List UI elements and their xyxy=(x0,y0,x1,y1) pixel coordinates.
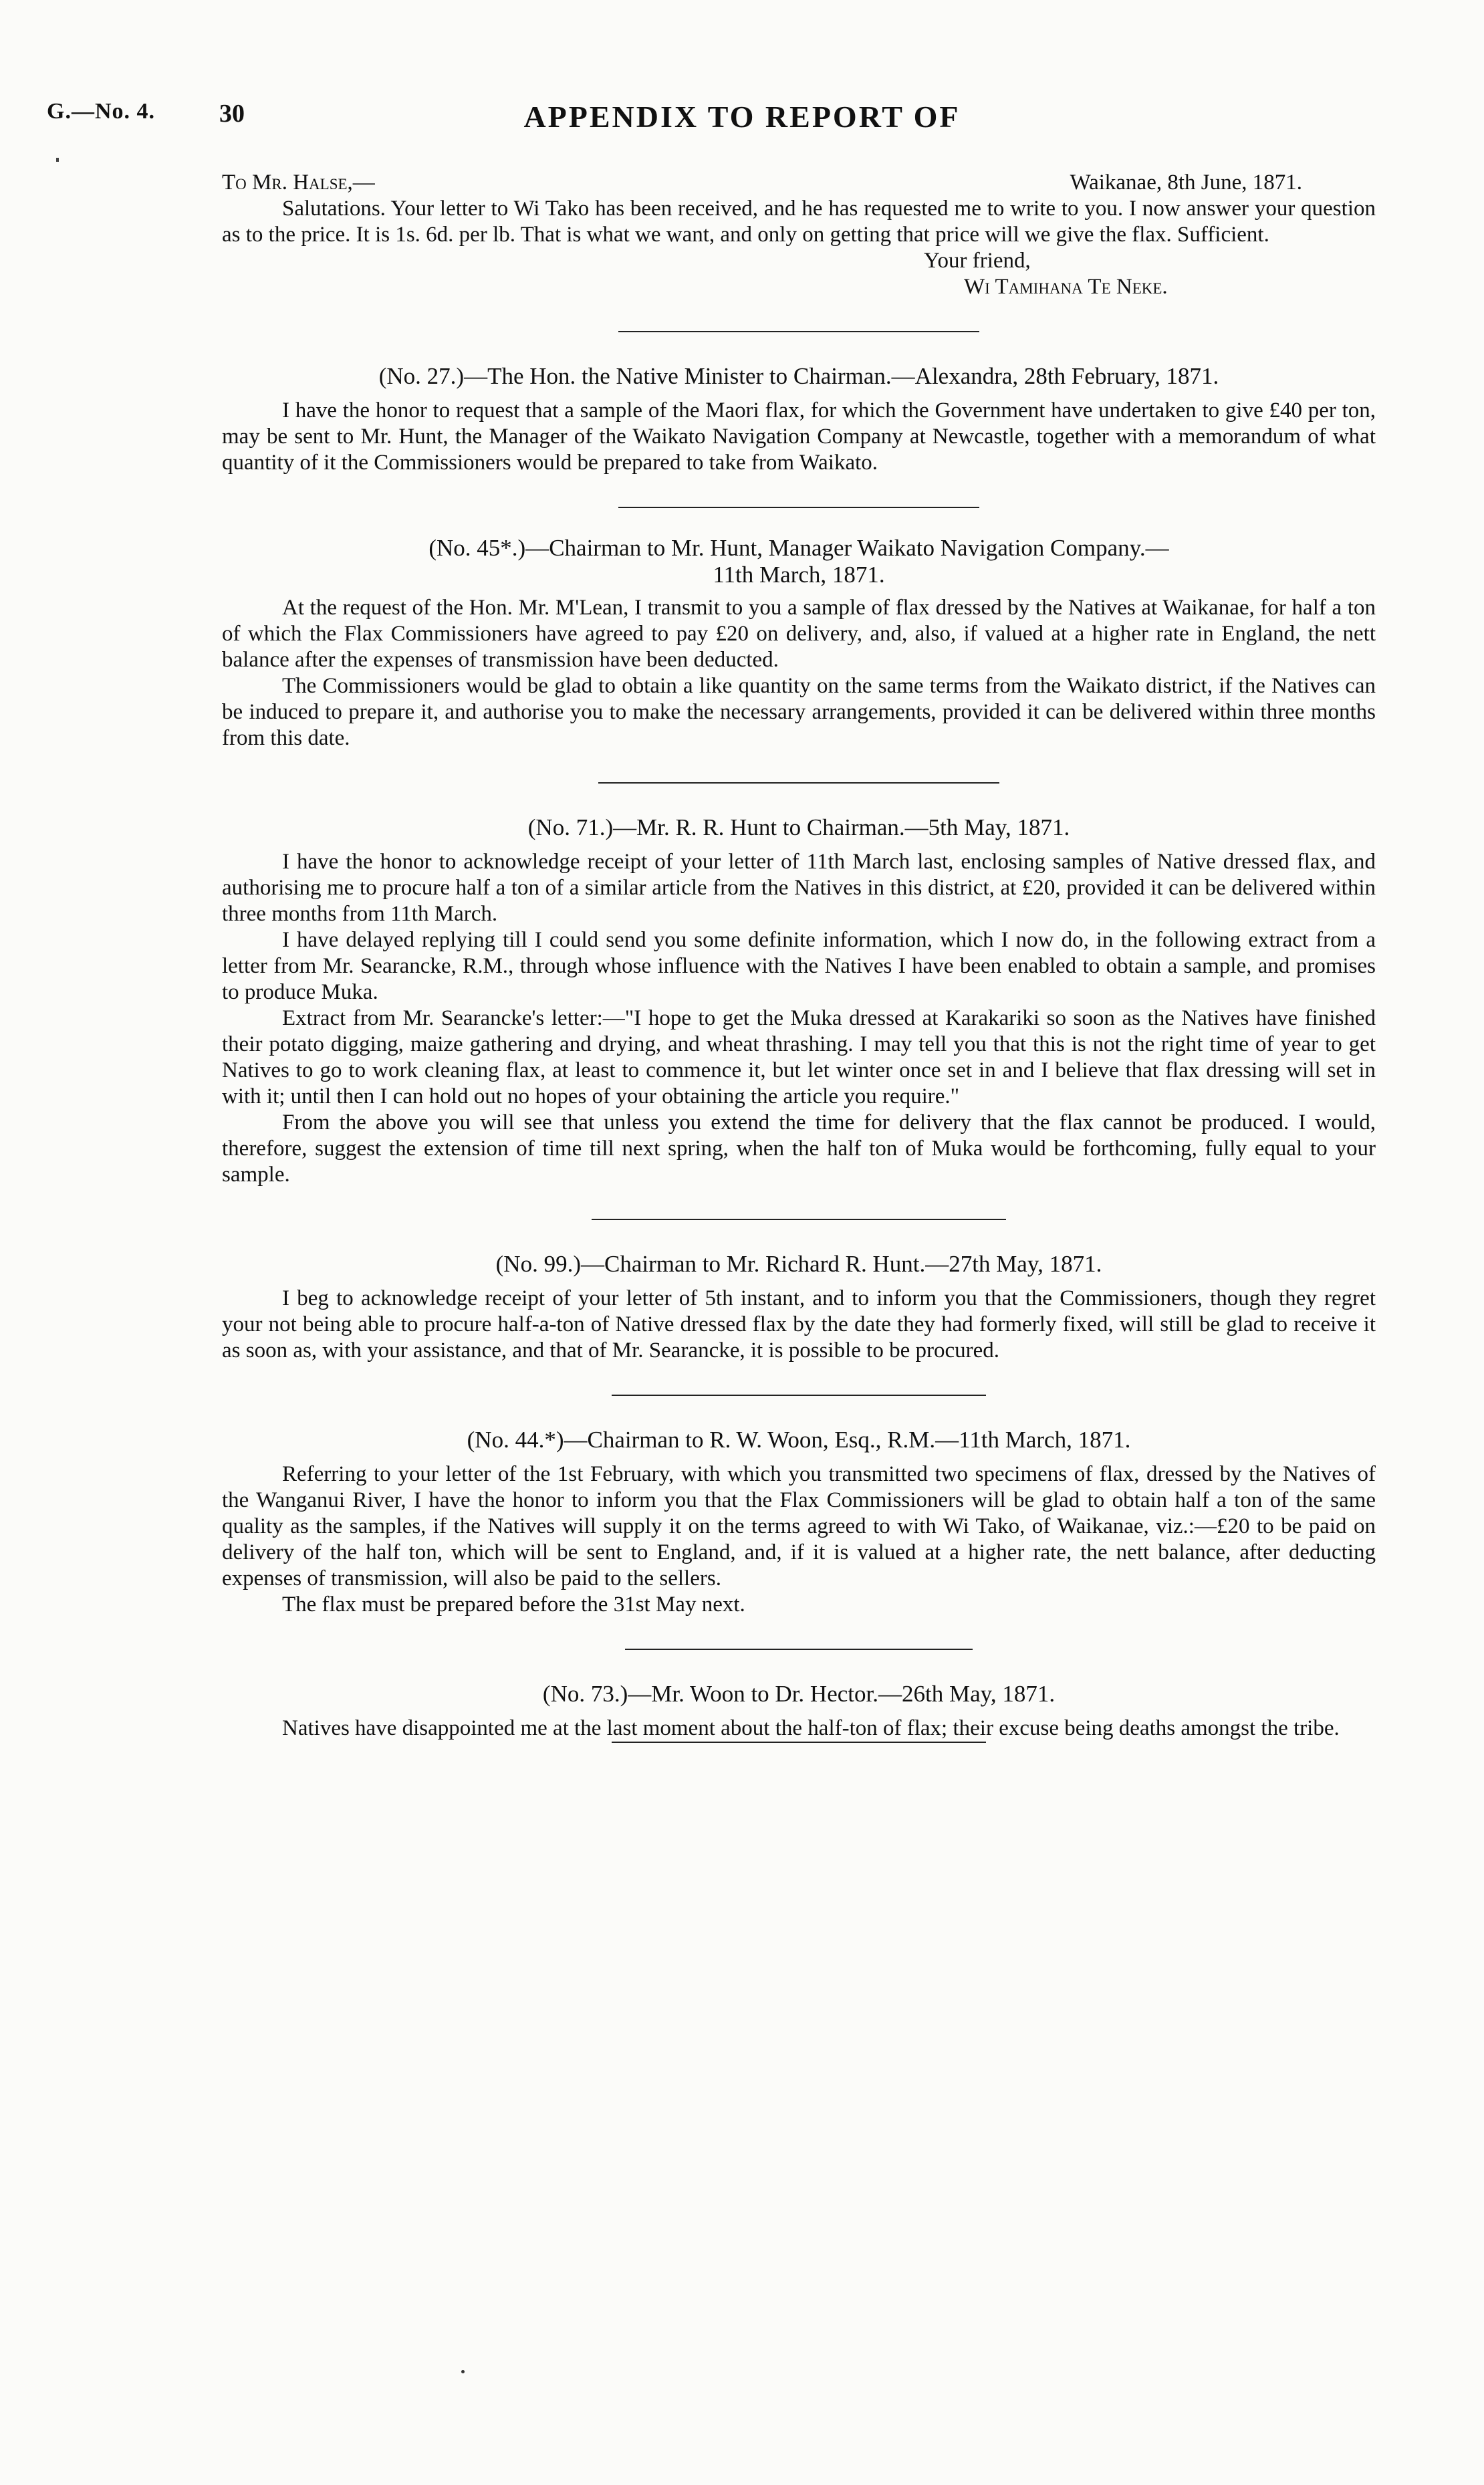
section-heading: (No. 71.)—Mr. R. R. Hunt to Chairman.—5th May, 1871. xyxy=(527,814,1070,840)
closing-divider xyxy=(612,1742,986,1743)
ink-speck xyxy=(56,158,59,162)
section-heading: (No. 27.)—The Hon. the Native Minister to Chairman.—Alexandra, 28th February, 1871. xyxy=(378,363,1219,389)
section-paragraph: The Commissioners would be glad to obtain a like quantity on the same terms from the Waikato district, if the Natives can be induced to prepare it, and authorise you to make the necessary arrangements, provided it can be delivered within three months from this date. xyxy=(222,674,1376,750)
section-divider xyxy=(625,1649,973,1650)
section-divider xyxy=(598,782,999,784)
section-paragraph: From the above you will see that unless you extend the time for delivery that the flax cannot be produced. I would, therefore, suggest the extension of time till next spring, when the half ton of Muka would be forthcoming, fully equal to your sample. xyxy=(222,1110,1376,1187)
section-paragraph: I have delayed replying till I could send you some definite information, which I now do, in the following extract from a letter from Mr. Searancke, R.M., through whose influence with the Natives I have been enabled to obtain a sample, and promises to produce Muka. xyxy=(222,928,1376,1004)
section-divider xyxy=(592,1219,1006,1220)
section-paragraph: I have the honor to acknowledge receipt of your letter of 11th March last, enclosing samples of Native dressed flax, and authorising me to procure half a ton of a similar article from the Natives in this district, at £20, provided it can be delivered within three months from 11th March. xyxy=(222,850,1376,926)
document-reference: G.—No. 4. xyxy=(47,99,155,124)
section-heading: (No. 99.)—Chairman to Mr. Richard R. Hunt.—27th May, 1871. xyxy=(495,1251,1102,1277)
letter-body: Salutations. Your letter to Wi Tako has been received, and he has requested me to write to you. I now answer your question as to the price. It is 1s. 6d. per lb. That is what we want, and only on getting that price will we give the flax. Sufficient. xyxy=(222,197,1376,247)
section-heading: (No. 45*.)—Chairman to Mr. Hunt, Manager Waikato Navigation Company.— xyxy=(428,535,1169,561)
page-header xyxy=(47,99,1437,139)
section-paragraph: Extract from Mr. Searancke's letter:—"I hope to get the Muka dressed at Karakariki so soon as the Natives have finished their potato digging, maize gathering and drying, and wheat thrashing. I may tell you that this is not the right time of year to get Natives to go to work cleaning flax, at least to commence it, but let winter once set in and I believe that flax dressing will set in with it; until then I can hold out no hopes of your obtaining the article you require." xyxy=(222,1006,1376,1108)
section-divider xyxy=(612,1395,986,1396)
section-no-99 xyxy=(222,1251,1376,1364)
page-body xyxy=(222,170,1376,1743)
page-number: 30 xyxy=(219,100,245,128)
section-paragraph: The flax must be prepared before the 31st May next. xyxy=(282,1592,745,1617)
section-no-73 xyxy=(222,1681,1376,1742)
section-no-44 xyxy=(222,1427,1376,1618)
section-no-71 xyxy=(222,814,1376,1188)
letter-closing: Your friend, xyxy=(924,249,1031,273)
letter-addressee: To Mr. Halse,— xyxy=(222,170,375,195)
section-divider xyxy=(618,331,979,332)
section-divider xyxy=(618,507,979,508)
section-heading: (No. 44.*)—Chairman to R. W. Woon, Esq., R.M.—11th March, 1871. xyxy=(467,1427,1131,1453)
letter-halse xyxy=(222,170,1376,300)
running-title: APPENDIX TO REPORT OF xyxy=(523,100,961,134)
section-heading-date: 11th March, 1871. xyxy=(713,562,885,588)
section-heading: (No. 73.)—Mr. Woon to Dr. Hector.—26th May, 1871. xyxy=(542,1681,1056,1707)
section-paragraph: Referring to your letter of the 1st February, with which you transmitted two specimens of flax, dressed by the Natives of the Wanganui River, I have the honor to inform you that the Flax Commissioners will be glad to obtain half a ton of the same quality as the samples, if the Natives will supply it on the terms agreed to with Wi Tako, of Waikanae, viz.:—£20 to be paid on delivery of the half ton, which will be sent to England, and, if it is valued at a higher rate, the nett balance, after deducting expenses of transmission, will also be paid to the sellers. xyxy=(222,1462,1376,1590)
section-paragraph: At the request of the Hon. Mr. M'Lean, I transmit to you a sample of flax dressed by the Natives at Waikanae, for half a ton of which the Flax Commissioners have agreed to pay £20 on delivery, and, also, if valued at a higher rate in England, the nett balance after the expenses of transmission have been deducted. xyxy=(222,596,1376,672)
section-no-27 xyxy=(222,363,1376,476)
letter-signature: Wi Tamihana Te Neke. xyxy=(964,275,1168,299)
section-body: I have the honor to request that a sample of the Maori flax, for which the Government have undertaken to give £40 per ton, may be sent to Mr. Hunt, the Manager of the Waikato Navigation Company at Newcastle, together with a memorandum of what quantity of it the Commissioners would be prepared to take from Waikato. xyxy=(222,398,1376,475)
section-body: Natives have disappointed me at the last moment about the half-ton of flax; their excuse being deaths amongst the tribe. xyxy=(282,1716,1340,1740)
ink-speck xyxy=(461,2370,465,2373)
section-body: I beg to acknowledge receipt of your letter of 5th instant, and to inform you that the Commissioners, though they regret your not being able to procure half-a-ton of Native dressed flax by the date they had formerly fixed, will still be glad to receive it as soon as, with your assistance, and that of Mr. Searancke, it is possible to be procured. xyxy=(222,1286,1376,1363)
letter-place-date: Waikanae, 8th June, 1871. xyxy=(1070,170,1302,195)
section-no-45 xyxy=(222,535,1376,751)
